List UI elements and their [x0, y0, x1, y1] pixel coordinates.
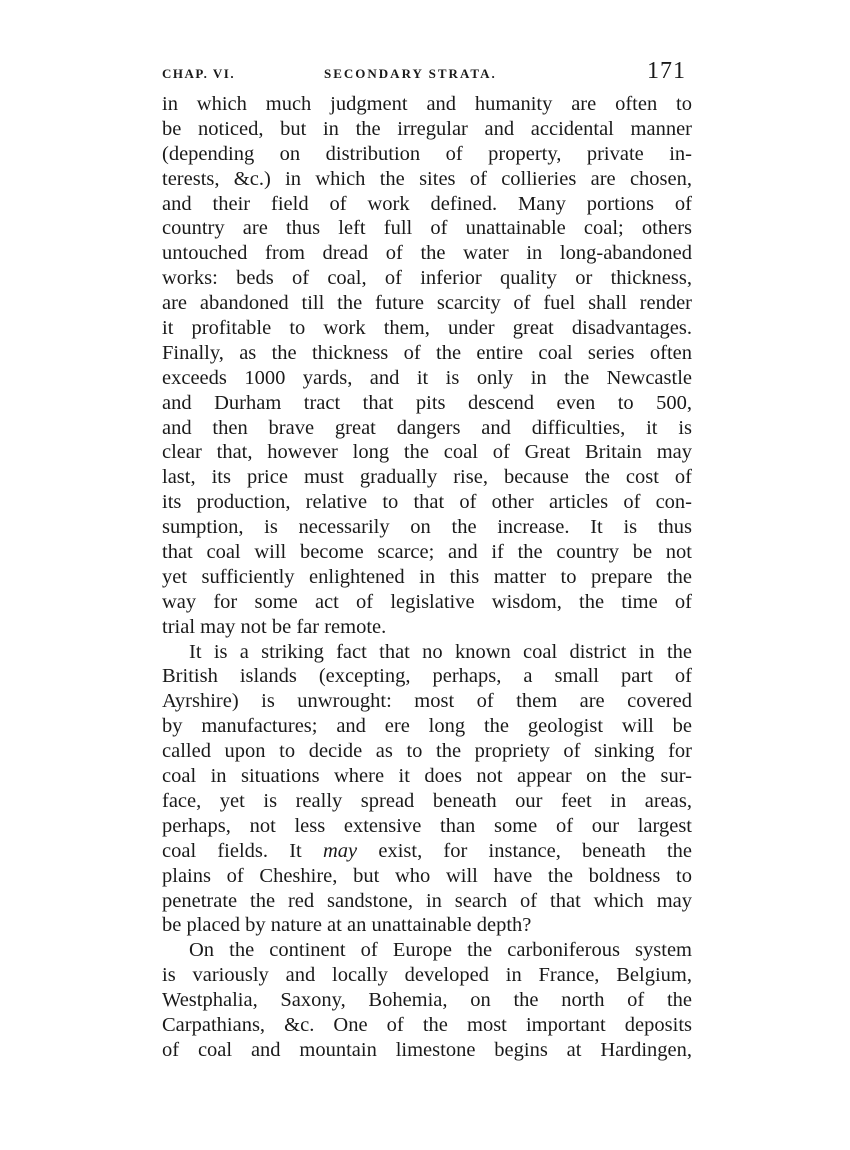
italic-word: may [322, 839, 358, 862]
text-line: British islands (excepting, perhaps, a small part of [162, 665, 692, 688]
text-line: and then brave great dangers and difficulties, it is [162, 416, 692, 439]
text-line: plains of Cheshire, but who will have the boldness to [162, 864, 692, 887]
text-line: are abandoned till the future scarcity of fuel shall render [162, 292, 692, 315]
text-line: its production, relative to that of other articles of con- [162, 491, 692, 514]
text-line: that coal will become scarce; and if the country be not [162, 541, 692, 564]
text-segment: coal fields. It [162, 839, 302, 862]
text-line: perhaps, not less extensive than some of our largest [162, 814, 692, 837]
text-line: terests, &c.) in which the sites of collieries are chosen, [162, 167, 692, 190]
text-line: penetrate the red sandstone, in search of that which may [162, 889, 692, 912]
text-line: and their field of work defined. Many portions of [162, 192, 692, 215]
text-line: face, yet is really spread beneath our feet in areas, [162, 789, 692, 812]
paragraph-1 [162, 92, 692, 640]
text-line: it profitable to work them, under great disadvantages. [162, 317, 692, 340]
text-line-with-italic [162, 839, 692, 864]
body-text [162, 92, 692, 1063]
text-line: by manufactures; and ere long the geologist will be [162, 715, 692, 738]
text-line: way for some act of legislative wisdom, the time of [162, 590, 692, 613]
running-title: SECONDARY STRATA. [324, 66, 497, 81]
text-line: in which much judgment and humanity are often to [162, 93, 692, 115]
chapter-label: CHAP. VI. [162, 66, 236, 81]
text-line: and Durham tract that pits descend even to 500, [162, 391, 692, 414]
paragraph-2 [162, 640, 692, 939]
text-line: untouched from dread of the water in long-abandoned [162, 242, 692, 265]
text-line: be noticed, but in the irregular and accidental manner [162, 117, 692, 140]
text-line: On the continent of Europe the carboniferous system [189, 939, 692, 962]
text-segment: exist, for instance, beneath the [378, 839, 693, 862]
text-line: It is a striking fact that no known coal district in the [189, 640, 692, 663]
text-line: of coal and mountain limestone begins at Hardingen, [162, 1038, 692, 1061]
running-head [162, 58, 692, 92]
text-line: Westphalia, Saxony, Bohemia, on the north of the [162, 989, 692, 1012]
text-line: is variously and locally developed in France, Belgium, [162, 964, 692, 987]
text-line: be placed by nature at an unattainable depth? [162, 914, 532, 937]
paragraph-3 [162, 938, 692, 1062]
text-line: sumption, is necessarily on the increase. It is thus [162, 516, 692, 539]
page-number: 171 [647, 58, 686, 84]
text-line: yet sufficiently enlightened in this matter to prepare the [162, 565, 692, 588]
text-line: works: beds of coal, of inferior quality or thickness, [162, 267, 692, 290]
text-line: (depending on distribution of property, private in- [162, 142, 692, 165]
book-page [162, 58, 692, 1063]
text-line: exceeds 1000 yards, and it is only in the Newcastle [162, 366, 692, 389]
text-line: Carpathians, &c. One of the most important deposits [162, 1013, 692, 1036]
text-line: Finally, as the thickness of the entire coal series often [162, 341, 692, 364]
text-line: called upon to decide as to the propriety of sinking for [162, 740, 692, 763]
text-line: clear that, however long the coal of Great Britain may [162, 441, 692, 464]
text-line: Ayrshire) is unwrought: most of them are covered [162, 690, 692, 713]
text-line: coal in situations where it does not appear on the sur- [162, 765, 692, 788]
text-line: trial may not be far remote. [162, 615, 387, 638]
text-line: country are thus left full of unattainable coal; others [162, 217, 692, 240]
text-line: last, its price must gradually rise, because the cost of [162, 466, 692, 489]
